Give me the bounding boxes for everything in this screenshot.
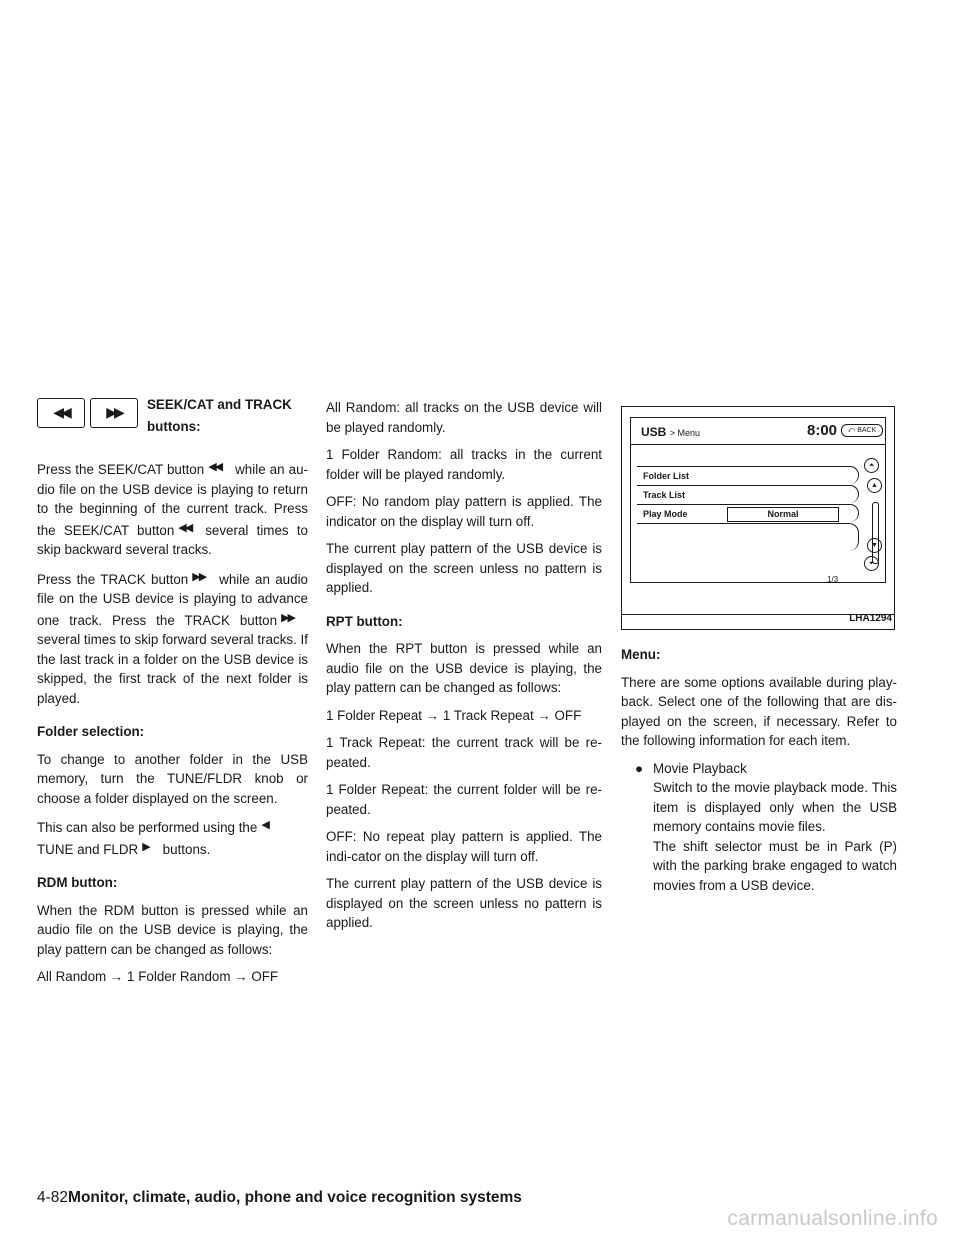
- scroll-up-icon: ▲: [867, 478, 882, 493]
- menu-heading: Menu:: [621, 647, 661, 662]
- folder-random-paragraph: 1 Folder Random: all tracks in the current folder will be played randomly.: [326, 447, 602, 482]
- scroll-down-icon: ▼: [867, 538, 882, 553]
- track-repeat-paragraph: 1 Track Repeat: the current track will be re-peated.: [326, 735, 602, 770]
- figure-label: LHA1294: [849, 612, 892, 624]
- seek-track-heading-row: [37, 398, 308, 438]
- menu-item-empty: [637, 523, 859, 551]
- folder-repeat-paragraph: 1 Folder Repeat: the current folder will be re-peated.: [326, 782, 602, 817]
- seek-heading-line2: buttons:: [147, 419, 201, 434]
- page-indicator: 1/3: [827, 575, 839, 584]
- right-column: [621, 645, 897, 895]
- menu-item-track-list: Track List: [637, 485, 859, 503]
- seek-icon: ◀◀: [208, 461, 222, 473]
- screen-clock: 8:00: [807, 422, 838, 439]
- usb-menu-figure: [621, 406, 895, 630]
- tune-fldr-paragraph: This can also be performed using the ◀ TUNE and FLDR ▶ buttons.: [37, 816, 308, 859]
- rpt-heading: RPT button:: [326, 613, 403, 629]
- section-title: Monitor, climate, audio, phone and voice recognition systems: [68, 1189, 522, 1206]
- folder-paragraph: To change to another folder in the USB memory, turn the TUNE/FLDR knob or choose a folder displayed on the screen.: [37, 751, 308, 806]
- track-paragraph: Press the TRACK button ▶▶ while an audio file on the USB device is playing to advance one track. Press the TRACK button ▶▶several times to skip forward several tracks. If the last track in a folder on the USB device is skipped, the first track of the next folder is played.: [37, 568, 308, 709]
- menu-item-play-mode: Play Mode Normal: [637, 504, 859, 522]
- watermark: carmanualsonline.info: [727, 1207, 938, 1230]
- seek-icon: ◀◀: [178, 521, 192, 534]
- middle-column: [326, 398, 602, 941]
- seek-paragraph: Press the SEEK/CAT button ◀◀ while an au-dio file on the USB device is playing to return to the beginning of the current track. Press the SEEK/CAT button ◀◀ several times to skip backward several tracks.: [37, 458, 308, 560]
- seek-heading-line1: SEEK/CAT and TRACK: [147, 397, 292, 412]
- scrollbar: [872, 502, 879, 564]
- track-button-icon: ▶▶: [90, 398, 138, 428]
- bullet-movie-playback: [621, 759, 897, 896]
- back-button: ⤺ BACK: [841, 424, 883, 437]
- page-footer: [37, 1188, 522, 1208]
- bullet-dot-icon: ●: [635, 760, 644, 776]
- random-pattern-paragraph: The current play pattern of the USB device is displayed on the screen unless no pattern is applied.: [326, 541, 602, 595]
- rdm-paragraph: When the RDM button is pressed while an audio file on the USB device is playing, the play pattern can be changed as follows:: [37, 902, 308, 957]
- rdm-heading: RDM button:: [37, 875, 118, 890]
- right-arrow-icon: ▶: [142, 840, 149, 853]
- seek-track-heading: [147, 394, 292, 438]
- all-random-paragraph: All Random: all tracks on the USB device will be played randomly.: [326, 400, 602, 435]
- bullet-paragraph-2: The shift selector must be in Park (P) with the parking brake engaged to watch movies from a USB device.: [653, 838, 897, 893]
- usb-menu-screen: [630, 417, 886, 583]
- left-arrow-icon: ◀: [261, 819, 268, 831]
- play-mode-value: Normal: [727, 507, 839, 522]
- menu-paragraph: There are some options available during play-back. Select one of the following that are dis-played on the screen, if necessary. Refer to the following information for each item.: [621, 674, 897, 748]
- seek-button-icon: ◀◀: [37, 398, 85, 428]
- track-icon: ▶▶: [281, 611, 294, 624]
- bullet-paragraph-1: Switch to the movie playback mode. This item is displayed only when the USB memory contains movie files.: [653, 780, 897, 834]
- rpt-paragraph: When the RPT button is pressed while an audio file on the USB device is playing, the play pattern can be changed as follows:: [326, 641, 602, 695]
- screen-title: USB > Menu: [641, 425, 700, 439]
- scroll-top-icon: ⏶: [864, 458, 879, 473]
- rpt-sequence: 1 Folder Repeat → 1 Track Repeat → OFF: [326, 707, 582, 723]
- track-icon: ▶▶: [192, 570, 206, 583]
- left-column: [37, 398, 308, 995]
- folder-selection-heading: Folder selection:: [37, 724, 145, 739]
- repeat-pattern-paragraph: The current play pattern of the USB device is displayed on the screen unless no pattern is applied.: [326, 876, 602, 930]
- off-repeat-paragraph: OFF: No repeat play pattern is applied. The indi-cator on the display will turn off.: [326, 829, 602, 864]
- off-random-paragraph: OFF: No random play pattern is applied. The indicator on the display will turn off.: [326, 494, 602, 529]
- menu-item-folder-list: Folder List: [637, 466, 859, 484]
- header-divider: [631, 444, 885, 445]
- page-number: 4-82: [37, 1189, 69, 1206]
- bullet-title: Movie Playback: [653, 760, 747, 776]
- scroll-bottom-icon: ⏷: [864, 556, 879, 571]
- rdm-sequence: All Random → 1 Folder Random → OFF: [37, 969, 279, 984]
